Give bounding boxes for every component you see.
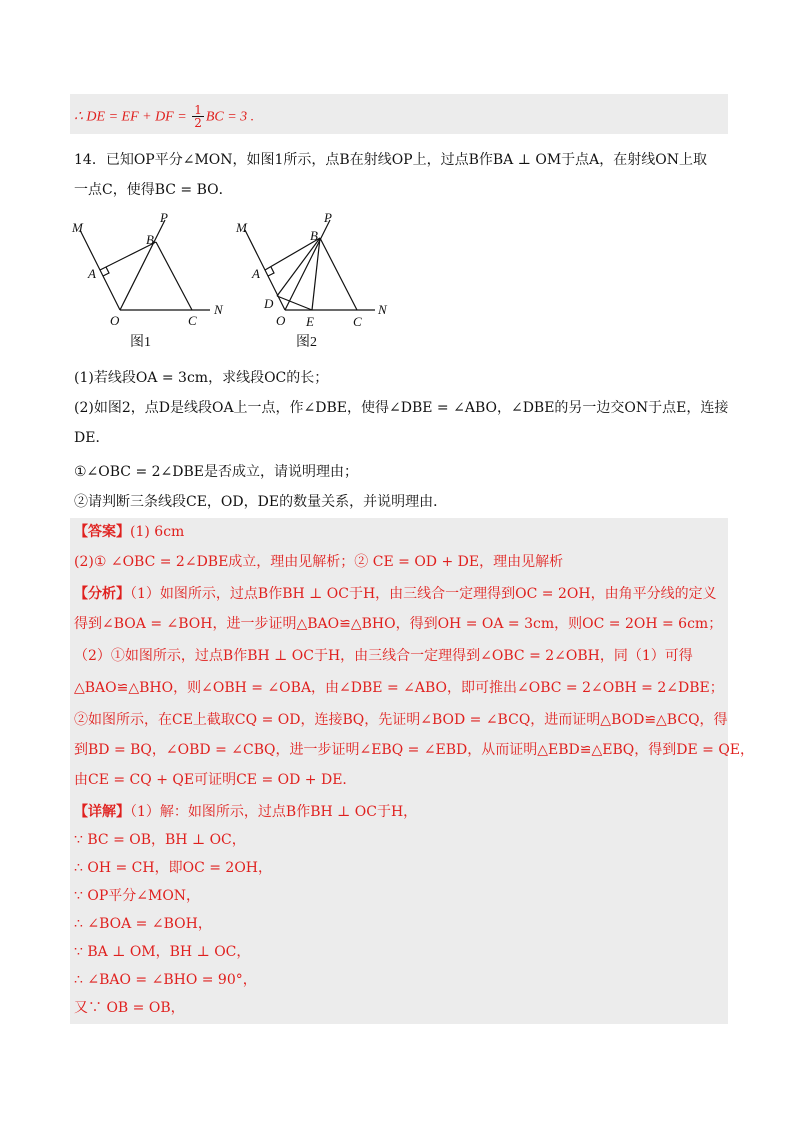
answer-tag: 【答案】 — [74, 524, 130, 540]
label-b-2: B — [310, 228, 318, 243]
answer-line2: (2)① ∠OBC = 2∠DBE成立，理由见解析；② CE = OD + DE，理由见解析 — [74, 554, 564, 570]
analysis-line5: ②如图所示，在CE上截取CQ = OD，连接BQ，先证明∠BOD = ∠BCQ，进而证明△BOD≌△BCQ，得 — [74, 712, 728, 728]
label-o-1: O — [110, 313, 120, 328]
sub-question-1: (1)若线段OA = 3cm，求线段OC的长； — [74, 370, 329, 386]
prev-solution-end: BC = 3 . — [205, 109, 255, 125]
analysis-line3: （2）①如图所示，过点B作BH ⊥ OC于H，由三线合一定理得到∠OBC = 2∠OBH，同（1）可得 — [74, 648, 693, 664]
detail-line6: ∵ BA ⊥ OM，BH ⊥ OC， — [74, 944, 251, 960]
label-m-1: M — [72, 220, 83, 235]
label-c-2: C — [353, 314, 362, 329]
label-c-1: C — [188, 313, 197, 328]
label-o-2: O — [276, 313, 286, 328]
label-n-1: N — [214, 302, 223, 317]
detail-text1: （1）解：如图所示，过点B作BH ⊥ OC于H， — [130, 804, 418, 820]
label-a-2: A — [252, 266, 260, 281]
label-n-2: N — [378, 302, 387, 317]
segment-bc-1 — [156, 242, 192, 310]
analysis-line4: △BAO≌△BHO，则∠OBH = ∠OBA，由∠DBE = ∠ABO，即可推出∠OBC = 2∠OBH = 2∠DBE； — [74, 680, 724, 696]
label-m-2: M — [236, 220, 247, 235]
analysis-tag: 【分析】 — [74, 586, 130, 602]
label-p-1: P — [160, 210, 168, 225]
question-14-line1: 14．已知OP平分∠MON，如图1所示，点B在射线OP上，过点B作BA ⊥ OM于点A，在射线ON上取 — [74, 152, 707, 168]
answer-line1 — [74, 522, 724, 542]
detail-line5: ∴ ∠BOA = ∠BOH， — [74, 916, 212, 932]
label-b-1: B — [146, 232, 154, 247]
detail-line7: ∴ ∠BAO = ∠BHO = 90°， — [74, 972, 257, 988]
answer-part1: (1) 6cm — [130, 524, 185, 540]
detail-line4: ∵ OP平分∠MON， — [74, 888, 201, 904]
analysis-line7: 由CE = CQ + QE可证明CE = OD + DE． — [74, 772, 357, 788]
segment-de-2 — [277, 296, 312, 310]
label-d-2: D — [264, 296, 274, 311]
analysis-line1 — [74, 584, 724, 604]
analysis-text1: （1）如图所示，过点B作BH ⊥ OC于H，由三线合一定理得到OC = 2OH，由角平分线的定义 — [130, 586, 717, 602]
figures — [70, 210, 410, 359]
figure-2-caption: 图2 — [296, 335, 317, 350]
detail-tag: 【详解】 — [74, 804, 130, 820]
sub-question-2-line2: DE． — [74, 430, 110, 446]
analysis-line2: 得到∠BOA = ∠BOH，进一步证明△BAO≌△BHO，得到OH = OA = 3cm，则OC = 2OH = 6cm； — [74, 616, 723, 632]
label-a-1: A — [88, 266, 96, 281]
prev-solution-text: ∴ DE = EF + DF = — [74, 109, 191, 125]
sub-question-2-part2: ②请判断三条线段CE，OD，DE的数量关系，并说明理由． — [74, 494, 448, 510]
question-14-line2: 一点C，使得BC = BO． — [74, 182, 233, 198]
segment-bc-2 — [320, 238, 357, 310]
prev-solution-line — [74, 104, 724, 129]
figure-1-caption: 图1 — [130, 335, 151, 350]
label-e-2: E — [306, 314, 314, 329]
detail-line1 — [74, 802, 724, 822]
detail-line8: 又∵ OB = OB， — [74, 1000, 185, 1016]
label-p-2: P — [324, 210, 332, 225]
detail-line3: ∴ OH = CH，即OC = 2OH， — [74, 860, 273, 876]
fraction: $\frac{1}{2}$ — [194, 103, 202, 130]
sub-question-2-part1: ①∠OBC = 2∠DBE是否成立，请说明理由； — [74, 464, 359, 480]
analysis-line6: 到BD = BQ，∠OBD = ∠CBQ，进一步证明∠EBQ = ∠EBD，从而证明△EBD≌△EBQ，得到DE = QE， — [74, 742, 755, 758]
ray-op-1 — [120, 220, 165, 310]
sub-question-2-line1: (2)如图2，点D是线段OA上一点，作∠DBE，使得∠DBE = ∠ABO，∠DBE的另一边交ON于点E，连接 — [74, 400, 729, 416]
ray-op-2 — [285, 220, 330, 310]
geometry-figures — [70, 210, 410, 355]
detail-line2: ∵ BC = OB，BH ⊥ OC， — [74, 832, 246, 848]
segment-bd-2 — [277, 238, 320, 296]
